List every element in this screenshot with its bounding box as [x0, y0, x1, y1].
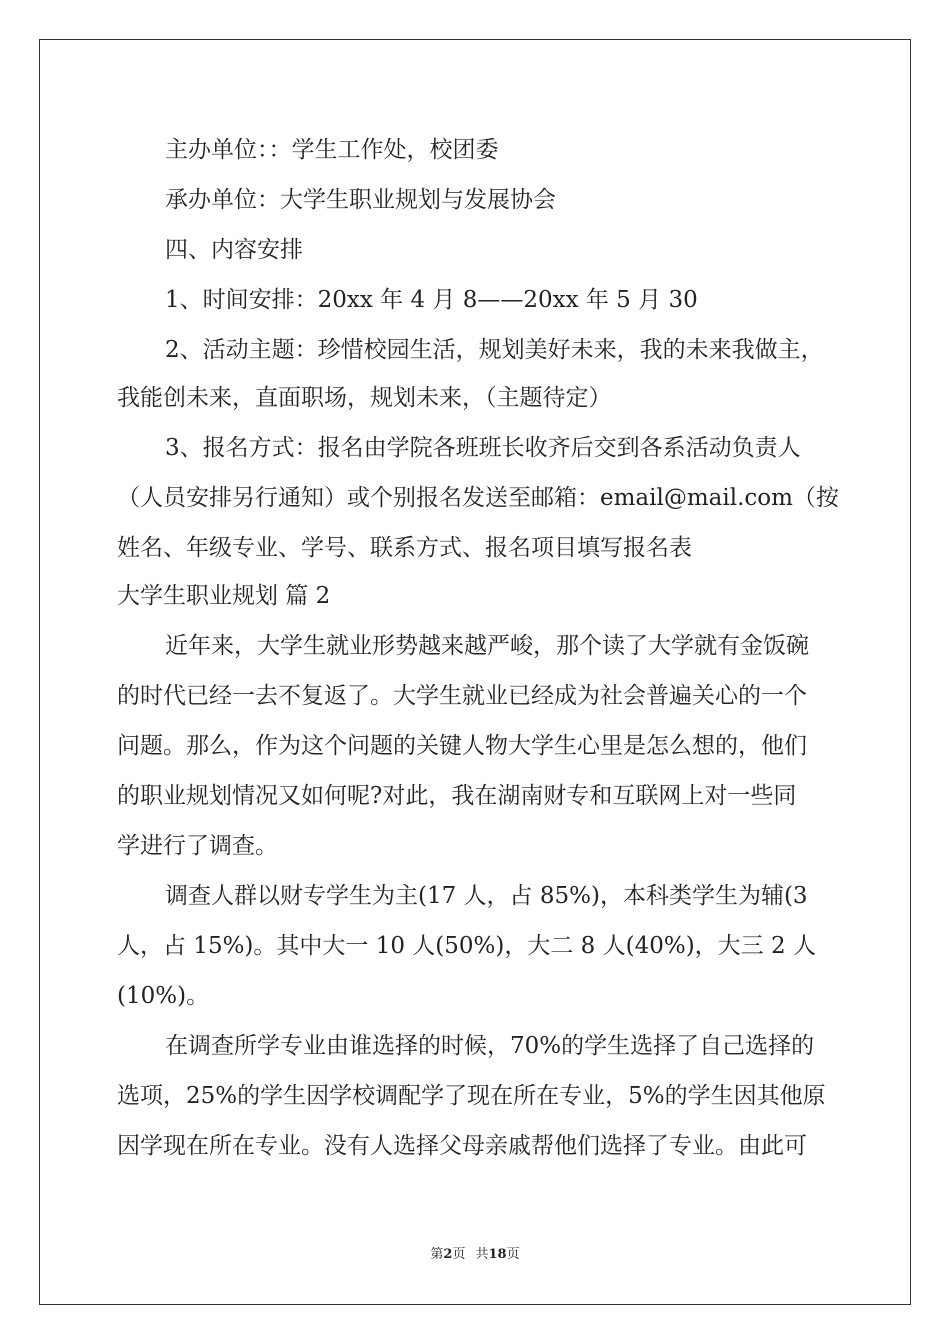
text-line: 问题。那么，作为这个问题的关键人物大学生心里是怎么想的，他们: [117, 733, 807, 759]
text-line: 调查人群以财专学生为主(17 人，占 85%)，本科类学生为辅(3: [165, 883, 808, 909]
text-line: 选项，25%的学生因学校调配学了现在所在专业，5%的学生因其他原: [117, 1083, 826, 1109]
text-line: 姓名、年级专业、学号、联系方式、报名项目填写报名表: [117, 535, 692, 561]
section-heading: 四、内容安排: [165, 237, 303, 263]
total-pages: 18: [488, 1247, 507, 1262]
text-line: 的职业规划情况又如何呢?对此，我在湖南财专和互联网上对一些同: [117, 783, 797, 809]
text-line: 3、报名方式：报名由学院各班班长收齐后交到各系活动负责人: [165, 435, 801, 461]
text-line: 人，占 15%)。其中大一 10 人(50%)，大二 8 人(40%)，大三 2 人: [117, 933, 816, 959]
page-number: 2: [443, 1247, 453, 1262]
text-line: 在调查所学专业由谁选择的时候，70%的学生选择了自己选择的: [165, 1033, 815, 1059]
total-suffix: 页: [506, 1247, 520, 1262]
text-line: （人员安排另行通知）或个别报名发送至邮箱：email@mail.com（按: [117, 485, 839, 511]
text-line: 近年来，大学生就业形势越来越严峻，那个读了大学就有金饭碗: [165, 633, 809, 659]
text-line: 的时代已经一去不复返了。大学生就业已经成为社会普遍关心的一个: [117, 683, 807, 709]
text-line: 2、活动主题：珍惜校园生活，规划美好未来，我的未来我做主，: [165, 337, 824, 363]
text-line: 因学现在所在专业。没有人选择父母亲戚帮他们选择了专业。由此可: [117, 1133, 807, 1159]
text-line: 承办单位：大学生职业规划与发展协会: [165, 187, 556, 213]
text-line: 主办单位：：学生工作处，校团委: [165, 137, 499, 163]
page-suffix: 页: [452, 1247, 466, 1262]
page-border: [39, 39, 911, 1305]
article-title: 大学生职业规划 篇 2: [117, 583, 331, 609]
text-line: 1、时间安排：20xx 年 4 月 8——20xx 年 5 月 30: [165, 287, 698, 313]
page-footer: [0, 1246, 950, 1264]
text-line: 学进行了调查。: [117, 833, 278, 859]
page-prefix: 第: [430, 1247, 444, 1262]
text-line: (10%)。: [117, 983, 210, 1009]
text-line: 我能创未来，直面职场，规划未来，（主题待定）: [117, 385, 612, 411]
total-prefix: 共: [475, 1247, 489, 1262]
